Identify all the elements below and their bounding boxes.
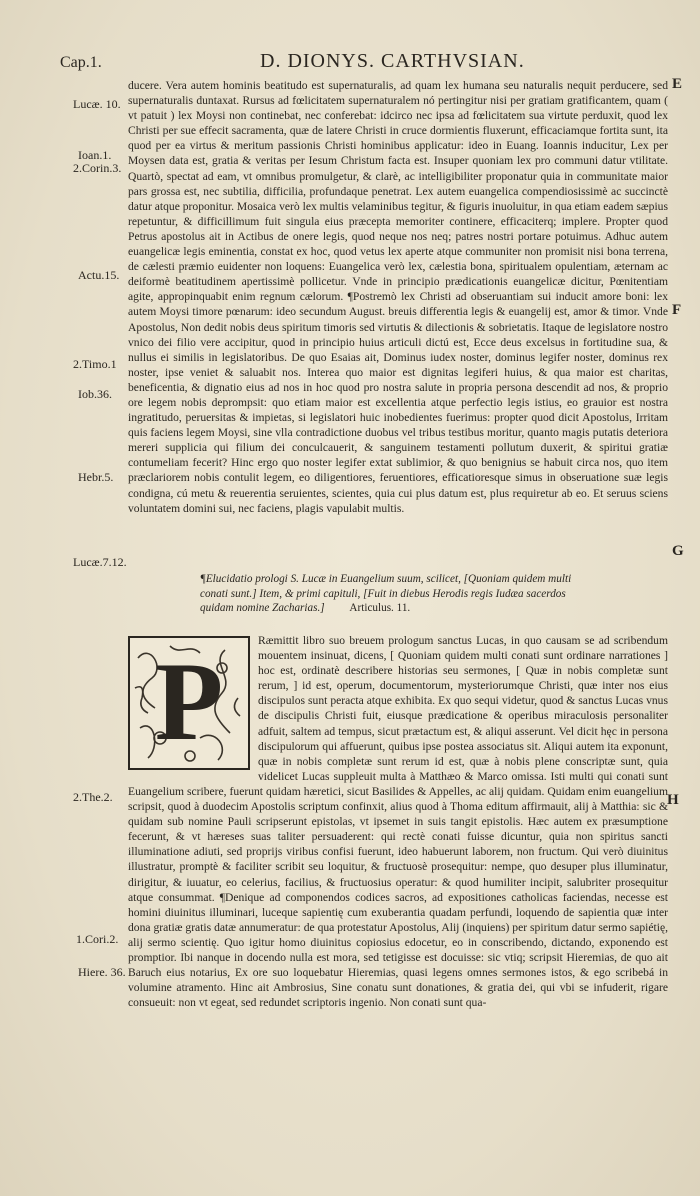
- side-note: 2.Timo.1: [73, 357, 117, 371]
- margin-letter-h: H: [667, 792, 679, 808]
- article-number: Articulus. 11.: [349, 602, 411, 615]
- margin-letter-e: E: [672, 76, 683, 92]
- side-note: Iob.36.: [78, 387, 112, 401]
- decorated-initial: [128, 636, 250, 770]
- side-note: Hiere. 36.: [78, 965, 126, 979]
- margin-letter-g: G: [672, 543, 684, 559]
- side-note: 1.Cori.2.: [76, 932, 119, 946]
- side-note: Lucæ. 10.: [73, 97, 121, 111]
- text-block-2: [128, 633, 668, 1010]
- text-block-1: [128, 78, 668, 516]
- running-head: [60, 50, 660, 74]
- running-title: D. DIONYS. CARTHVSIAN.: [260, 50, 525, 72]
- chapter-number: Cap.1.: [60, 54, 102, 71]
- paragraph: Ræmittit libro suo breuem prologum sanctus Lucas, in quo causam se ad scribendum mouentem insinuat, dicens, [ Quoniam quidem multi conati sunt ordinare narrationes ] hoc est, ordinatè describere historias seu sermones, [ Quæ in nobis completæ sunt rerum, ] id est, operum, documentorum, mysteriorumque Christi, quæ inter nos eius discipulos sunt peracta atque exhibita. Ex quo sequi videtur, quod & sanctus Lucas vnus de discipulis Christi fuit, eiusque prædicatione & operibus miraculosis personaliter adfuit, saltem ad tempus, sicut prætactum est, & aliqui asserunt. Vel dicit hęc in persona discipulorum qui affuerunt, quibus ipse postea associatus sit. Aliqui autem ita exponunt, quæ in nobis completæ sunt rerum id est, quæ à nobis plene conscriptæ sunt, quia videlicet Lucas suppleuit multa à Matthæo & Marco omissa. Isti multi qui conati sunt Euangelium scribere, fuerunt quidam hæretici, sicut Basilides & Appelles, ac alij quidam. Quidam enim euangelium scripsit, quod à duodecim Apostolis scriptum confinxit, alius quod à Thoma editum affirmauit, alij à Matthia: sic & quidam sub nomine Pauli scripserunt epistolas, vt ipsemet in suis tangit epistolis. Hæc autem ex præsumptione fecerunt, & vt hæreses suas taliter persuaderent: qui rectè conati fuisse dicuntur, quia non spiritus sancti illuminatione adiuti, sed proprijs viribus confisi fuerunt, ideo habuerunt laborem, non fructum. Qui verò diuinitus illustratur, promptè & faciliter scribit seu loquitur, & fructuosè prosequitur: nempe, quo desuper plus illuminatur, dirigitur, & iuuatur, eo celerius, facilius, & fructuosius operatur: & quod humiliter incipit, salubriter prosequitur atque consummat. ¶Denique ad componendos codices sacros, ad expositiones catholicas faciendas, necesse est homini diuinitus illuminari, luceque sapientię cum exuberantia quadam perfundi, loquendo de sapientia quæ inter dona gratiæ gratis datæ annumeratur: de qua protestatur Apostolus, Alij (inquiens) per spiritum datur sermo sapiétię, alij sermo scientię. Quo igitur homo diuinitus copiosius edocetur, eo in conscribendo, dictando, exponendo est promptior. Ibi nanque in docendo nulla est mora, sed tetigisse est docuisse: sic vtiq; scripsit Hieremias, de quo ait Baruch eius notarius, Ex ore suo loquebatur Hieremias, quasi legens omnes sermones istos, & ego scribebá in volumine atramento. Hinc ait Ambrosius, Sine conatu sunt donationes, & gratia dei, qui vbi se infuderit, rigare consueuit: non vt egeat, sed redundet scriptoris ingenio. Non conati sunt qua-: [128, 634, 668, 1010]
- side-note: 2.Corin.3.: [73, 161, 122, 175]
- side-note: Lucæ.7.12.: [73, 555, 127, 569]
- paragraph: ducere. Vera autem hominis beatitudo est supernaturalis, ad quam lex humana seu naturalis nequit perducere, sed supernaturalis duntaxat. Rursus ad fœlicitatem supernaturalem nó pertingitur nisi per gratiam gratificantem, quam ( vt patuit ) lex Moysi non continebat, nec conferebat: idcirco nec ipsa ad fœlicitatem sua virtute perduxit, quod lex Christi per sue effecit sacramenta, quæ de latere Christi in cruce dormientis fluxerunt, efficaciamque fortita sunt, ita quod per ea virtus & meritum passionis Christi hominibus applicatur: ideo in Euang. Ioannis inducitur, Lex per Moysen data est, gratia & veritas per Iesum Christum facta est. Insuper quoniam lex pro communi datur vtilitate. Quartò, spectat ad eam, vt omnibus promulgetur, & clarè, ac intelligibiliter proponatur quia in communitate maior pars grossa est, nec subtilia, difficilia, profundaque penetrat. Lex autem euangelica compendiosissimè ac succinctè datur atque proponitur. Mosaica verò lex multis velaminibus tegitur, & figuris inuoluitur, in qua etiam eadem sæpius repetuntur, & difficillimum fuit singula eius præcepta memoriter continere, efficaciterq; implere. Propter quod Petrus apostolus ait in Actibus de onere legis, quod neque nos neq; patres nostri portare potuimus. Adhuc autem euangelicæ legis eminentia, constat ex hoc, quod vetus lex aperte atque communiter non promisit nisi bona terrena, de cælesti præmio euidenter non loquens: Euangelica verò lex, cælestia bona, spiritualem opulentiam, æternam ac deiformè beatitudinem apertissimè pollicetur. Vnde in principio prædicationis euangelicæ dicitur, Pœnitentiam agite, appropinquabit enim regnum cælorum. ¶Postremò lex Christi ad obseruantiam sui inducit amore boni: lex autem Moysi timore pœnarum: ideo secundum August. breuis differentia legis & euangelij est, amor & timor. Vnde Apostolus, Non dedit nobis deus spiritum timoris sed virtutis & dilectionis & sobrietatis. Itaque de legislatore nostro vnico dei filio vere accipitur, quod in principio huius articuli dictú est, Ecce deus excelsus in fortitudine sua, & nullus ei similis in legislatoribus. De quo Esaias ait, Dominus iudex noster, dominus legifer noster, dominus rex noster, ipse veniet & saluabit nos. Interea quo maior est dignitas legiferi huius, & qua maior est charitas, beneficentia, & dignatio eius ad nos in hoc quod pro nostra salute in propria persona descendit ad nos, & proprio ore legem nobis deprompsit: quo etiam maior est excellentia atque perfectio legis istius, eo grauior est nostra ingratitudo, peruersitas & impietas, si legislatori huic inobedientes fuerimus: propter quod dicit Apostolus, Irritam quis faciens legem Moysi, sine vlla contradictione duobus vel tribus testibus moritur, quanto magis putatis deteriora mereri supplicia qui filium dei conculcauerit, & sanguinem testamenti pollutum duxerit, & spiritui gratiæ contumeliam fecerit? Hinc ergo quo noster legifer extat sublimior, & quo benignius se habuit circa nos, quo item præclariorem nobis contulit legem, eo diligentiores, feruentiores, efficatioresque simus in obseruatione suæ legis condigna, cú metu & reuerentia seruientes, scientes, quia cui plus datum est, plus requiretur ab eo. Et seruus sciens voluntatem domini sui, nec faciens, plagis vapulabit multis.: [128, 79, 668, 515]
- initial-letter: P: [154, 640, 224, 764]
- side-note: 2.The.2.: [73, 790, 113, 804]
- side-note: Actu.15.: [78, 268, 120, 282]
- heading-text: ¶Elucidatio prologi S. Lucæ in Euangelium suum, scilicet, [Quoniam quidem multi conati sunt.] Item, & primi capituli, [Fuit in diebus Herodis regis Iudæa sacerdos quidam nomine Zacharias.]: [200, 573, 572, 615]
- margin-letter-f: F: [672, 302, 682, 318]
- side-note: Hebr.5.: [78, 470, 114, 484]
- side-note: Ioan.1.: [78, 148, 112, 162]
- article-heading: [200, 572, 590, 616]
